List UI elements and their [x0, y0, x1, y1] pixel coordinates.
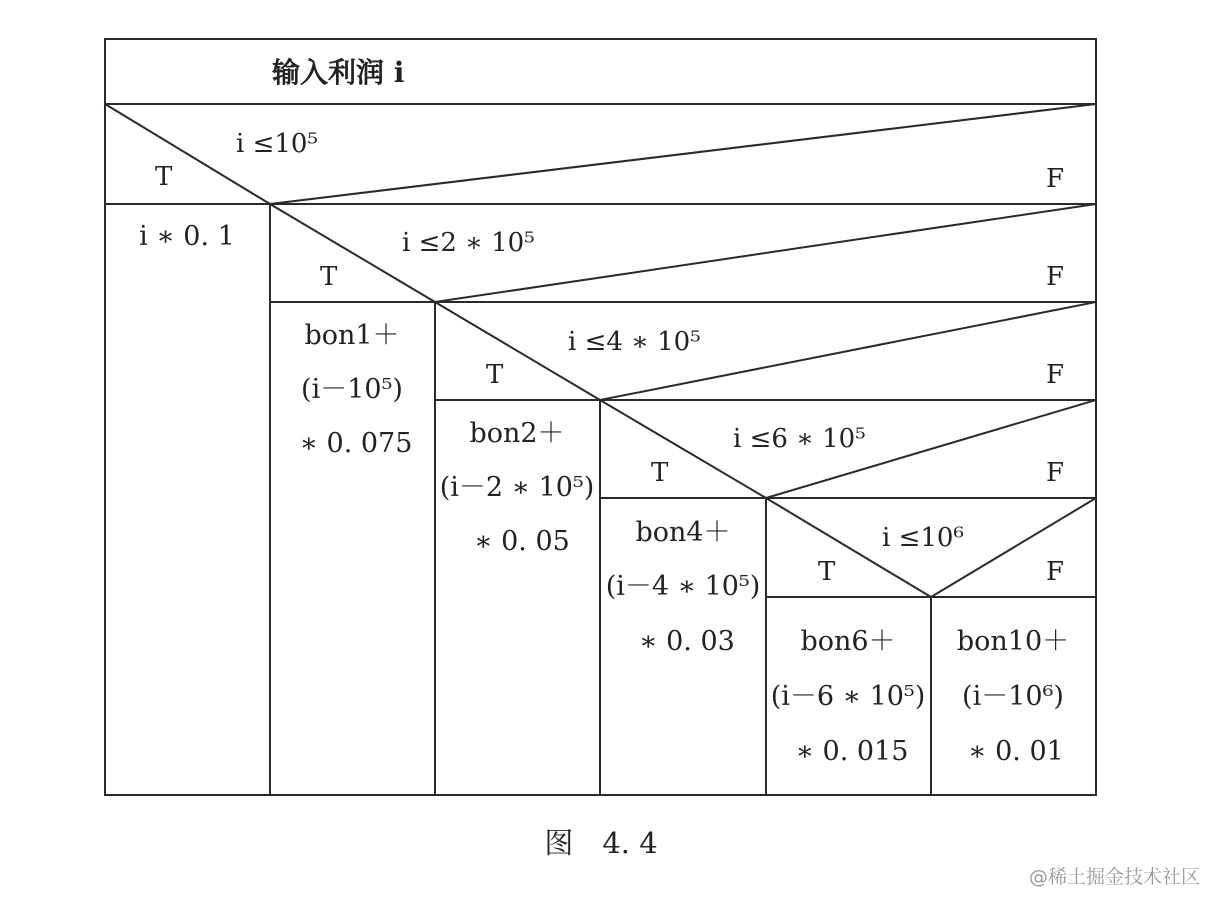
- condition-1-false-label: F: [1046, 164, 1065, 194]
- condition-5-label: i ≤10⁶: [882, 523, 964, 553]
- diagram-title: 输入利润 i: [272, 56, 405, 89]
- condition-1-true-label: T: [155, 162, 173, 192]
- action-1-line-1: i ∗ 0. 1: [139, 221, 235, 252]
- action-4-line-3: ∗ 0. 03: [639, 626, 735, 657]
- action-6-line-2: (i－10⁶): [962, 681, 1064, 712]
- condition-2-true-label: T: [320, 262, 338, 292]
- condition-5-true-label: T: [818, 557, 836, 587]
- action-4-line-2: (i－4 ∗ 10⁵): [605, 571, 761, 602]
- condition-2-false-label: F: [1046, 262, 1065, 292]
- condition-5-false-label: F: [1046, 557, 1065, 587]
- action-5-line-2: (i－6 ∗ 10⁵): [770, 681, 926, 712]
- action-3-line-3: ∗ 0. 05: [474, 526, 570, 557]
- condition-4-true-label: T: [651, 458, 669, 488]
- condition-3-true-label: T: [486, 360, 504, 390]
- action-6-line-1: bon10＋: [956, 626, 1070, 657]
- action-2-line-2: (i－10⁵): [301, 374, 403, 405]
- condition-2-label: i ≤2 ∗ 10⁵: [402, 228, 535, 258]
- action-2-line-1: bon1＋: [304, 320, 400, 351]
- figure-caption: 图 4. 4: [544, 826, 658, 860]
- action-5-line-3: ∗ 0. 015: [795, 736, 909, 767]
- action-2-line-3: ∗ 0. 075: [299, 428, 413, 459]
- condition-4-label: i ≤6 ∗ 10⁵: [733, 424, 866, 454]
- action-6-line-3: ∗ 0. 01: [968, 736, 1064, 767]
- condition-1-label: i ≤10⁵: [236, 129, 318, 159]
- action-5-line-1: bon6＋: [800, 626, 896, 657]
- condition-1-false-diagonal: [270, 104, 1096, 204]
- action-4-line-1: bon4＋: [635, 517, 731, 548]
- action-3-line-1: bon2＋: [469, 418, 565, 449]
- condition-3-false-label: F: [1046, 360, 1065, 390]
- condition-3-label: i ≤4 ∗ 10⁵: [568, 327, 701, 357]
- action-3-line-2: (i－2 ∗ 10⁵): [439, 472, 595, 503]
- condition-4-false-label: F: [1046, 458, 1065, 488]
- watermark: @稀土掘金技术社区: [1028, 866, 1200, 888]
